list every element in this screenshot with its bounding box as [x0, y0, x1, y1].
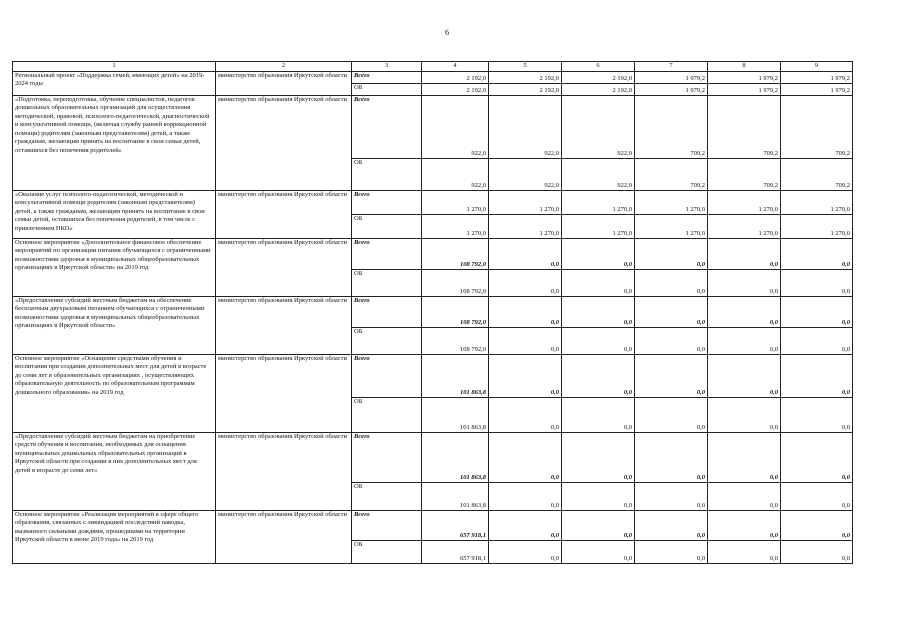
amount-cell: 2 192,0: [422, 72, 489, 84]
table-row-total: [13, 239, 853, 270]
amount-cell: 922,0: [562, 96, 635, 159]
measure-description: «Предоставление субсидий местным бюджетам на обеспечение бесплатным двухразовым питанием обучающихся с ограниченными возможностями здоровья в муниципальных общеобразовательных организациях в Иркутской области»: [13, 297, 216, 355]
amount-cell: 2 192,0: [422, 84, 489, 96]
amount-cell: 0,0: [781, 541, 853, 564]
amount-cell: 0,0: [635, 511, 708, 541]
amount-cell: 0,0: [781, 239, 853, 270]
amount-cell: 1 270,0: [708, 215, 781, 239]
amount-cell: 1 270,0: [489, 191, 562, 215]
amount-cell: 0,0: [635, 270, 708, 297]
amount-cell: 0,0: [781, 511, 853, 541]
executor-cell: министерство образования Иркутской области: [216, 433, 352, 511]
amount-cell: 0,0: [562, 239, 635, 270]
amount-cell: 2 192,0: [489, 84, 562, 96]
table-row-total: [13, 297, 853, 328]
amount-cell: 2 192,0: [489, 72, 562, 84]
amount-cell: 0,0: [635, 433, 708, 483]
amount-cell: 0,0: [781, 483, 853, 511]
table-row-total: [13, 511, 853, 541]
executor-cell: министерство образования Иркутской области: [216, 511, 352, 564]
amount-cell: 922,0: [562, 159, 635, 191]
amount-cell: 1 979,2: [635, 72, 708, 84]
amount-cell: 0,0: [708, 239, 781, 270]
amount-cell: 0,0: [489, 270, 562, 297]
amount-cell: 0,0: [708, 433, 781, 483]
funding-source-cell: Всего: [352, 72, 422, 84]
measure-description: «Предоставление субсидий местным бюджетам на приобретение средств обучения и воспитания, необходимых для оснащения муниципальных дошкольных образовательных организаций в Иркутской области при создании в них дополнительных мест для детей в возрасте до семи лет»: [13, 433, 216, 511]
table-row-total: [13, 433, 853, 483]
funding-source-cell: Всего: [352, 355, 422, 398]
amount-cell: 657 918,1: [422, 511, 489, 541]
amount-cell: 709,2: [708, 96, 781, 159]
executor-cell: министерство образования Иркутской области: [216, 297, 352, 355]
funding-source-cell: ОБ: [352, 215, 422, 239]
amount-cell: 0,0: [635, 398, 708, 433]
funding-source-cell: Всего: [352, 96, 422, 159]
amount-cell: 108 792,0: [422, 297, 489, 328]
amount-cell: 1 979,2: [708, 72, 781, 84]
amount-cell: 0,0: [708, 398, 781, 433]
funding-source-cell: Всего: [352, 511, 422, 541]
amount-cell: 0,0: [635, 328, 708, 355]
amount-cell: 0,0: [489, 483, 562, 511]
amount-cell: 1 979,2: [781, 84, 853, 96]
executor-cell: министерство образования Иркутской области: [216, 191, 352, 239]
column-header: 5: [489, 62, 562, 72]
column-header: 3: [352, 62, 422, 72]
funding-source-cell: ОБ: [352, 270, 422, 297]
amount-cell: 1 979,2: [708, 84, 781, 96]
amount-cell: 709,2: [635, 159, 708, 191]
amount-cell: 1 270,0: [708, 191, 781, 215]
amount-cell: 709,2: [781, 96, 853, 159]
amount-cell: 0,0: [781, 433, 853, 483]
amount-cell: 0,0: [489, 541, 562, 564]
amount-cell: 101 863,8: [422, 398, 489, 433]
amount-cell: 0,0: [562, 433, 635, 483]
measure-description: Основное мероприятие «Дополнительное финансовое обеспечение мероприятий по организации питания обучающихся с ограниченными возможностями здоровья в муниципальных общеобразовательных организациях в Иркутской области» на 2019 год: [13, 239, 216, 297]
measure-description: Региональный проект «Поддержка семей, имеющих детей» на 2019-2024 годы: [13, 72, 216, 96]
amount-cell: 0,0: [708, 270, 781, 297]
amount-cell: 0,0: [562, 398, 635, 433]
amount-cell: 0,0: [562, 541, 635, 564]
table-row-total: [13, 191, 853, 215]
column-number-row: [13, 62, 853, 72]
amount-cell: 0,0: [489, 239, 562, 270]
funding-source-cell: Всего: [352, 239, 422, 270]
funding-source-cell: ОБ: [352, 541, 422, 564]
amount-cell: 1 270,0: [635, 191, 708, 215]
table-row-total: [13, 355, 853, 398]
amount-cell: 108 792,0: [422, 270, 489, 297]
column-header: 2: [216, 62, 352, 72]
amount-cell: 0,0: [635, 355, 708, 398]
executor-cell: министерство образования Иркутской области: [216, 355, 352, 433]
amount-cell: 657 918,1: [422, 541, 489, 564]
column-header: 4: [422, 62, 489, 72]
funding-source-cell: ОБ: [352, 159, 422, 191]
amount-cell: 0,0: [635, 483, 708, 511]
amount-cell: 0,0: [489, 433, 562, 483]
funding-source-cell: ОБ: [352, 483, 422, 511]
amount-cell: 0,0: [562, 328, 635, 355]
amount-cell: 108 792,0: [422, 328, 489, 355]
amount-cell: 0,0: [562, 355, 635, 398]
column-header: 9: [781, 62, 853, 72]
amount-cell: 1 270,0: [422, 215, 489, 239]
executor-cell: министерство образования Иркутской области: [216, 96, 352, 191]
amount-cell: 0,0: [708, 328, 781, 355]
amount-cell: 1 270,0: [635, 215, 708, 239]
amount-cell: 0,0: [781, 328, 853, 355]
amount-cell: 709,2: [708, 159, 781, 191]
funding-source-cell: ОБ: [352, 398, 422, 433]
table-row-total: [13, 72, 853, 84]
column-header: 6: [562, 62, 635, 72]
amount-cell: 0,0: [781, 398, 853, 433]
funding-source-cell: Всего: [352, 433, 422, 483]
measure-description: «Подготовка, переподготовка, обучение специалистов, педагогов дошкольных образовательных организаций для осуществления методической, правовой, психолого-педагогической, диагностической и консультативной помощи, (включая службу ранней коррекционной помощи) родителям (законным представителям) детей, а также гражданам, желающим принять на воспитание в свои семьи детей, оставшихся без попечения родителей»: [13, 96, 216, 191]
column-header: 8: [708, 62, 781, 72]
amount-cell: 0,0: [708, 355, 781, 398]
amount-cell: 0,0: [708, 511, 781, 541]
amount-cell: 0,0: [489, 297, 562, 328]
amount-cell: 0,0: [708, 297, 781, 328]
amount-cell: 1 270,0: [562, 215, 635, 239]
measure-description: Основное мероприятие «Оснащение средствами обучения и воспитания при создании дополнительных мест для детей в возрасте до семи лет в образовательных организациях , осуществляющих образовательную деятельность по образовательным программам дошкольного образования» на 2019 год: [13, 355, 216, 433]
amount-cell: 0,0: [489, 511, 562, 541]
amount-cell: 2 192,0: [562, 72, 635, 84]
amount-cell: 1 979,2: [635, 84, 708, 96]
amount-cell: 101 863,8: [422, 433, 489, 483]
amount-cell: 0,0: [562, 270, 635, 297]
amount-cell: 0,0: [489, 355, 562, 398]
measure-description: «Оказание услуг психолого-педагогической, методической и консультативной помощи родителям (законным представителям) детей, а также гражданам, желающим принять на воспитание в свои семьи детей, оставшихся без попечения родителей, в том числе с привлечением НКО»: [13, 191, 216, 239]
funding-source-cell: ОБ: [352, 328, 422, 355]
amount-cell: 0,0: [781, 270, 853, 297]
amount-cell: 1 270,0: [781, 191, 853, 215]
amount-cell: 101 863,8: [422, 483, 489, 511]
amount-cell: 101 863,8: [422, 355, 489, 398]
amount-cell: 1 270,0: [422, 191, 489, 215]
table-row-total: [13, 96, 853, 159]
amount-cell: 922,0: [489, 96, 562, 159]
amount-cell: 0,0: [708, 541, 781, 564]
amount-cell: 1 270,0: [562, 191, 635, 215]
amount-cell: 922,0: [489, 159, 562, 191]
amount-cell: 0,0: [708, 483, 781, 511]
amount-cell: 0,0: [489, 328, 562, 355]
executor-cell: министерство образования Иркутской области: [216, 239, 352, 297]
amount-cell: 0,0: [562, 483, 635, 511]
executor-cell: министерство образования Иркутской области: [216, 72, 352, 96]
amount-cell: 922,0: [422, 159, 489, 191]
page-number: 6: [445, 28, 449, 37]
budget-table: [12, 61, 853, 564]
amount-cell: 108 792,0: [422, 239, 489, 270]
amount-cell: 1 270,0: [489, 215, 562, 239]
amount-cell: 0,0: [781, 297, 853, 328]
funding-source-cell: Всего: [352, 191, 422, 215]
amount-cell: 0,0: [635, 239, 708, 270]
funding-source-cell: Всего: [352, 297, 422, 328]
amount-cell: 709,2: [635, 96, 708, 159]
column-header: 1: [13, 62, 216, 72]
amount-cell: 922,0: [422, 96, 489, 159]
amount-cell: 0,0: [635, 297, 708, 328]
amount-cell: 1 979,2: [781, 72, 853, 84]
funding-source-cell: ОБ: [352, 84, 422, 96]
amount-cell: 0,0: [562, 297, 635, 328]
amount-cell: 0,0: [489, 398, 562, 433]
amount-cell: 2 192,0: [562, 84, 635, 96]
amount-cell: 1 270,0: [781, 215, 853, 239]
column-header: 7: [635, 62, 708, 72]
amount-cell: 0,0: [635, 541, 708, 564]
amount-cell: 709,2: [781, 159, 853, 191]
amount-cell: 0,0: [781, 355, 853, 398]
amount-cell: 0,0: [562, 511, 635, 541]
measure-description: Основное мероприятие «Реализация мероприятий в сфере общего образования, связанных с ликвидацией последствий паводка, вызванного сильными дождями, прошедшими на территории Иркутской области в июне 2019 года» на 2019 год: [13, 511, 216, 564]
